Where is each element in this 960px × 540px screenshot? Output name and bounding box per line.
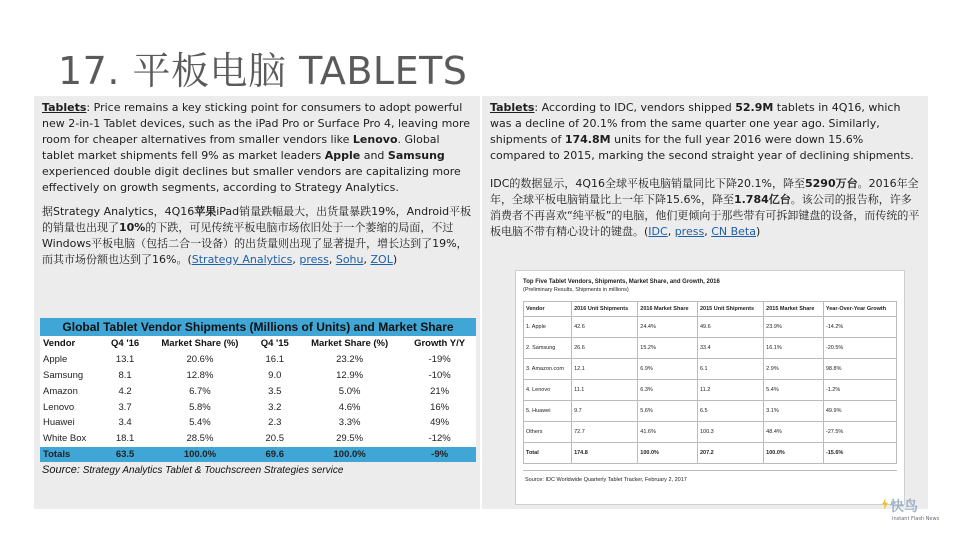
table-cell: 5.4%	[189, 417, 211, 429]
table-cell: 42.6	[572, 317, 638, 338]
table-row	[40, 352, 476, 368]
right-en-bold-1: 52.9M	[735, 101, 774, 114]
table-cell: Total	[524, 443, 572, 464]
table-row	[524, 338, 897, 359]
table-cell: 63.5	[115, 448, 135, 460]
table-total-row	[40, 447, 476, 463]
table-cell: 11.1	[572, 380, 638, 401]
table-total-row	[524, 443, 897, 464]
table-row	[524, 401, 897, 422]
link-close-paren: )	[755, 225, 761, 238]
table-cell: -19%	[428, 354, 451, 366]
table-cell: 5. Huawei	[524, 401, 572, 422]
table-cell: 48.4%	[764, 422, 824, 443]
link-separator: ,	[667, 225, 675, 238]
table-cell: Amazon	[43, 385, 78, 397]
logo-mark: 快鸟	[890, 499, 918, 515]
table-cell: 49%	[430, 417, 450, 429]
table-cell: 6.5	[697, 401, 763, 422]
left-cn-text-2: iPad销量跌幅最大，出货量暴跌19%，Android平板的销量也出现了	[42, 205, 472, 234]
link-press[interactable]: press	[299, 253, 329, 266]
left-paragraph-en	[42, 100, 472, 196]
table-cell: 100.0%	[183, 448, 217, 460]
table-cell: Lenovo	[43, 401, 75, 413]
table-cell: 29.5%	[336, 433, 364, 445]
left-en-bold-lenovo: Lenovo	[352, 133, 398, 146]
table-cell: 4.2	[118, 385, 132, 397]
table-cell: Samsung	[43, 369, 84, 381]
sa-table-title: Global Tablet Vendor Shipments (Millions of Units) and Market Share	[40, 318, 476, 336]
table-cell: 6.3%	[638, 380, 698, 401]
table-cell: -10%	[428, 369, 451, 381]
sa-table	[40, 336, 476, 462]
idc-table-subtitle: (Preliminary Results, Shipments in millions)	[523, 287, 629, 293]
table-cell: 23.2%	[336, 354, 364, 366]
table-cell: Apple	[43, 354, 68, 366]
sa-header-cell: Vendor	[40, 336, 104, 352]
sa-source-label: Source:	[42, 464, 80, 477]
idc-header-row	[524, 302, 897, 317]
table-cell: 33.4	[697, 338, 763, 359]
table-cell: 1. Apple	[524, 317, 572, 338]
left-cn-bold-1: 苹果	[194, 205, 217, 218]
link-strategy-analytics[interactable]: Strategy Analytics	[191, 253, 293, 266]
table-cell: 5.8%	[189, 401, 211, 413]
table-cell: White Box	[43, 433, 87, 445]
table-cell: 49.6	[697, 317, 763, 338]
table-row	[40, 399, 476, 415]
table-cell: 3.7	[118, 401, 132, 413]
table-cell: 26.6	[572, 338, 638, 359]
table-cell: 3.3%	[338, 417, 361, 429]
table-cell: 16.1	[265, 354, 285, 366]
idc-header-cell: 2016 Market Share	[638, 302, 698, 317]
table-cell: -9%	[431, 448, 449, 460]
link-press[interactable]: press	[674, 225, 705, 238]
table-cell: 100.0%	[333, 448, 366, 460]
table-cell: 5.0%	[338, 385, 361, 397]
left-cn-bold-2: 10%	[119, 221, 146, 234]
table-cell: Totals	[43, 448, 71, 460]
idc-table-title: Top Five Tablet Vendors, Shipments, Market Share, and Growth, 2016	[523, 279, 720, 285]
table-cell: 3.4	[118, 417, 132, 429]
sa-source-text: Strategy Analytics Tablet & Touchscreen Strategies service	[82, 465, 344, 477]
right-cn-bold-1: 5290万台	[805, 177, 858, 190]
sa-header-cell: Market Share (%)	[296, 336, 403, 352]
table-cell: 3.5	[268, 385, 282, 397]
table-cell: 6.1	[697, 359, 763, 380]
idc-header-cell: Year-Over-Year Growth	[823, 302, 896, 317]
table-cell: 2. Samsung	[524, 338, 572, 359]
left-en-text-2: . Global tablet market shipments fell 9% as market leaders	[42, 133, 440, 162]
idc-header-cell: 2015 Unit Shipments	[697, 302, 763, 317]
table-cell: 23.9%	[764, 317, 824, 338]
right-paragraph-cn	[490, 176, 920, 240]
strategy-analytics-table	[40, 318, 476, 476]
table-row	[40, 415, 476, 431]
table-cell: 18.1	[115, 433, 135, 445]
table-cell: 9.7	[572, 401, 638, 422]
left-en-text-3: and	[360, 149, 388, 162]
table-cell: 6.9%	[638, 359, 698, 380]
right-cn-bold-2: 1.784亿台	[733, 193, 791, 206]
left-cn-text-1: 据Strategy Analytics，4Q16	[42, 205, 195, 218]
link-separator: ,	[292, 253, 300, 266]
table-cell: 9.0	[268, 369, 282, 381]
table-cell: 98.8%	[823, 359, 896, 380]
table-cell: 5.4%	[764, 380, 824, 401]
idc-table-footer: Source: IDC Worldwide Quarterly Tablet Tracker, February 2, 2017	[523, 470, 897, 489]
idc-header-cell: Vendor	[524, 302, 572, 317]
left-cn-text-3: 的下跌，可见传统平板电脑市场依旧处于一个萎缩的局面，不过Windows平板电脑（包括二合一设备）的出货量则出现了显著提升，增长达到了19%，而其市场份额也达到了16%。(	[42, 221, 468, 266]
table-cell: 20.6%	[186, 354, 214, 366]
left-en-bold-samsung: Samsung	[387, 149, 445, 162]
table-cell: 12.9%	[336, 369, 364, 381]
link-zol[interactable]: ZOL	[370, 253, 393, 266]
table-cell: 4.6%	[338, 401, 361, 413]
right-en-text-3: units for the full year 2016 were down 15.6% compared to 2015, marking the second straight year of declining shipments.	[490, 133, 914, 162]
table-cell: 6.7%	[189, 385, 211, 397]
table-cell: 100.3	[697, 422, 763, 443]
sa-header-row	[40, 336, 476, 352]
table-cell: 28.5%	[186, 433, 214, 445]
sa-header-cell: Q4 '16	[104, 336, 146, 352]
slide-title: 17. 平板电脑 TABLETS	[58, 49, 468, 93]
table-cell: 207.2	[697, 443, 763, 464]
table-cell: 174.8	[572, 443, 638, 464]
right-tablets-label: Tablets	[490, 101, 535, 114]
idc-header-cell: 2015 Market Share	[764, 302, 824, 317]
left-paragraph-cn	[42, 204, 472, 268]
sa-header-cell: Market Share (%)	[146, 336, 253, 352]
table-cell: 24.4%	[638, 317, 698, 338]
table-cell: 8.1	[118, 369, 132, 381]
right-en-text-2: tablets in 4Q16, which was a decline of 20.1% from the same quarter one year ago. Similarly, shipments of	[490, 101, 901, 146]
table-row	[40, 383, 476, 399]
table-row	[40, 431, 476, 447]
sa-source	[40, 462, 476, 476]
link-sohu[interactable]: Sohu	[335, 253, 364, 266]
right-cn-text-1: IDC的数据显示，4Q16全球平板电脑销量同比下降20.1%，降至	[490, 177, 805, 190]
table-cell: 16%	[430, 401, 450, 413]
table-cell: -15.6%	[823, 443, 896, 464]
idc-table	[523, 301, 897, 464]
table-cell: Huawei	[43, 417, 75, 429]
link-idc[interactable]: IDC	[648, 225, 668, 238]
brand-logo	[882, 496, 940, 526]
right-cn-text-2: 。2016年全年，全球平板电脑销量比上一年下降15.6%，降至	[490, 177, 919, 206]
left-tablets-label: Tablets	[42, 101, 87, 114]
table-cell: -12%	[428, 433, 451, 445]
table-cell: 13.1	[115, 354, 135, 366]
link-separator: ,	[328, 253, 336, 266]
table-cell: 3. Amazon.com	[524, 359, 572, 380]
table-cell: 20.5	[265, 433, 285, 445]
table-cell: -27.5%	[823, 422, 896, 443]
table-cell: 4. Lenovo	[524, 380, 572, 401]
right-en-bold-2: 174.8M	[564, 133, 611, 146]
table-cell: 15.2%	[638, 338, 698, 359]
table-cell: 11.2	[697, 380, 763, 401]
sa-header-cell: Q4 '15	[254, 336, 296, 352]
link-separator: ,	[363, 253, 371, 266]
table-cell: -14.2%	[823, 317, 896, 338]
right-en-text-1: : According to IDC, vendors shipped	[534, 101, 736, 114]
table-cell: 41.6%	[638, 422, 698, 443]
table-cell: 2.9%	[764, 359, 824, 380]
table-cell: 3.1%	[764, 401, 824, 422]
table-cell: Others	[524, 422, 572, 443]
table-cell: 72.7	[572, 422, 638, 443]
sa-header-cell: Growth Y/Y	[403, 336, 476, 352]
table-cell: 100.0%	[638, 443, 698, 464]
table-cell: 12.8%	[186, 369, 214, 381]
lightning-icon	[882, 498, 888, 510]
link-cn-beta[interactable]: CN Beta	[711, 225, 756, 238]
table-cell: 5.6%	[638, 401, 698, 422]
table-cell: -1.2%	[823, 380, 896, 401]
table-cell: 69.6	[265, 448, 285, 460]
left-en-text-1: : Price remains a key sticking point for consumers to adopt powerful new 2-in-1 Tablet devices, such as the iPad Pro or Surface Pro 4, leaving more room for cheaper alternatives from smaller vendors like	[42, 101, 471, 146]
left-en-text-4: experienced double digit declines but smaller vendors are capitalizing more effectively on growth segments, according to Strategy Analytics.	[42, 165, 461, 194]
table-cell: -20.5%	[823, 338, 896, 359]
link-separator: ,	[704, 225, 712, 238]
idc-header-cell: 2016 Unit Shipments	[572, 302, 638, 317]
table-row	[524, 317, 897, 338]
left-en-bold-apple: Apple	[324, 149, 361, 162]
table-cell: 100.0%	[764, 443, 824, 464]
table-row	[524, 380, 897, 401]
table-cell: 16.1%	[764, 338, 824, 359]
table-cell: 21%	[430, 385, 450, 397]
link-close-paren: )	[392, 253, 398, 266]
logo-text: Instant Flash News	[892, 516, 940, 522]
idc-table-figure	[515, 270, 905, 505]
table-row	[40, 368, 476, 384]
table-cell: 3.2	[268, 401, 282, 413]
table-row	[524, 359, 897, 380]
right-paragraph-en	[490, 100, 920, 164]
table-cell: 49.9%	[823, 401, 896, 422]
table-cell: 2.3	[268, 417, 282, 429]
table-row	[524, 422, 897, 443]
right-cn-text-3: 。该公司的报告称，许多消费者不再喜欢“纯平板”的电脑，他们更倾向于那些带有可拆卸键盘的设备，而传统的平板电脑不带有精心设计的键盘。(	[490, 193, 920, 238]
table-cell: 12.1	[572, 359, 638, 380]
